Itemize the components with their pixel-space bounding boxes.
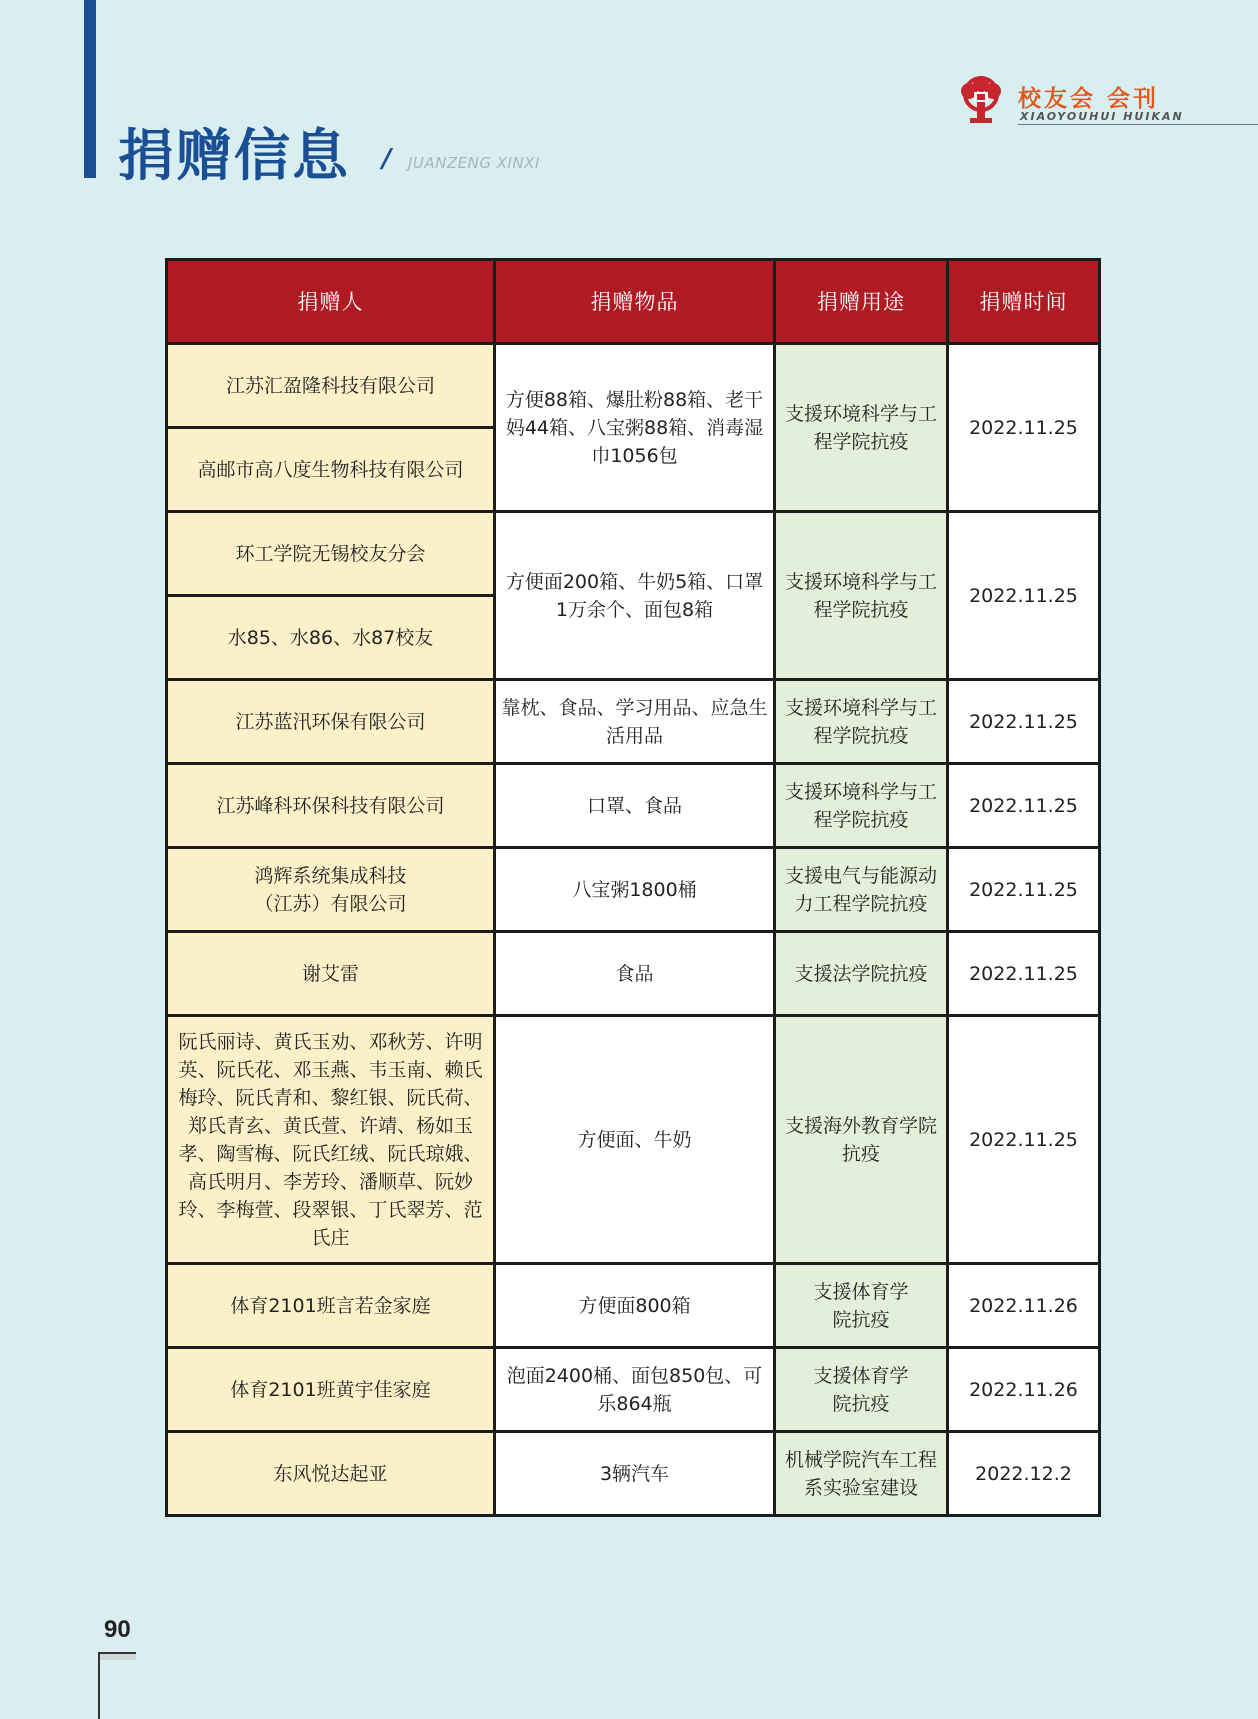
purpose-cell: 支援环境科学与工程学院抗疫 [775,344,948,512]
header-rule [1018,124,1258,125]
items-cell: 方便88箱、爆肚粉88箱、老干妈44箱、八宝粥88箱、消毒湿巾1056包 [495,344,775,512]
items-cell: 方便面、牛奶 [495,1016,775,1264]
column-header-date: 捐赠时间 [948,260,1100,344]
date-cell: 2022.11.25 [948,344,1100,512]
purpose-cell: 机械学院汽车工程系实验室建设 [775,1432,948,1516]
donor-cell: 鸿辉系统集成科技（江苏）有限公司 [167,848,495,932]
donor-cell: 高邮市高八度生物科技有限公司 [167,428,495,512]
items-cell: 3辆汽车 [495,1432,775,1516]
purpose-cell: 支援电气与能源动力工程学院抗疫 [775,848,948,932]
magazine-name: 校友会 会刊 [1018,85,1160,112]
date-cell: 2022.11.25 [948,848,1100,932]
items-cell: 方便面200箱、牛奶5箱、口罩1万余个、面包8箱 [495,512,775,680]
date-cell: 2022.11.26 [948,1264,1100,1348]
items-cell: 靠枕、食品、学习用品、应急生活用品 [495,680,775,764]
donor-cell: 环工学院无锡校友分会 [167,512,495,596]
items-cell: 方便面800箱 [495,1264,775,1348]
purpose-cell: 支援环境科学与工程学院抗疫 [775,764,948,848]
donor-cell: 江苏峰科环保科技有限公司 [167,764,495,848]
donor-cell: 体育2101班言若金家庭 [167,1264,495,1348]
table-row [167,1348,1100,1432]
table-row [167,680,1100,764]
donor-cell: 阮氏丽诗、黄氏玉劝、邓秋芳、许明英、阮氏花、邓玉燕、韦玉南、赖氏梅玲、阮氏青和、黎红银、阮氏荷、郑氏青玄、黄氏萱、许靖、杨如玉孝、陶雪梅、阮氏红绒、阮氏琼娥、高氏明月、李芳玲、潘顺草、阮妙玲、李梅萱、段翠银、丁氏翠芳、范氏庄 [167,1016,495,1264]
items-cell: 口罩、食品 [495,764,775,848]
table-row [167,932,1100,1016]
footer-corner-shade [100,1654,136,1660]
date-cell: 2022.11.26 [948,1348,1100,1432]
magazine-pinyin: XIAOYOUHUI HUIKAN [1020,110,1184,123]
column-header-items: 捐赠物品 [495,260,775,344]
footer-corner-horizontal [98,1652,136,1654]
purpose-cell: 支援环境科学与工程学院抗疫 [775,680,948,764]
donation-table [165,258,1101,1517]
date-cell: 2022.11.25 [948,512,1100,680]
page-title: 捐赠信息 [118,124,350,189]
date-cell: 2022.11.25 [948,680,1100,764]
purpose-cell: 支援体育学院抗疫 [775,1348,948,1432]
column-header-purpose: 捐赠用途 [775,260,948,344]
title-pinyin: JUANZENG XINXI [408,154,540,172]
donor-cell: 江苏汇盈隆科技有限公司 [167,344,495,428]
column-header-donor: 捐赠人 [167,260,495,344]
table-row [167,344,1100,428]
alumni-logo-icon [956,74,1006,126]
date-cell: 2022.11.25 [948,1016,1100,1264]
table-row [167,1264,1100,1348]
purpose-cell: 支援海外教育学院抗疫 [775,1016,948,1264]
footer-corner-vertical [98,1652,100,1719]
purpose-cell: 支援体育学院抗疫 [775,1264,948,1348]
items-cell: 泡面2400桶、面包850包、可乐864瓶 [495,1348,775,1432]
table-row [167,1016,1100,1264]
purpose-cell: 支援法学院抗疫 [775,932,948,1016]
title-accent-bar [84,0,96,178]
date-cell: 2022.12.2 [948,1432,1100,1516]
date-cell: 2022.11.25 [948,932,1100,1016]
donor-cell: 体育2101班黄宇佳家庭 [167,1348,495,1432]
date-cell: 2022.11.25 [948,764,1100,848]
purpose-cell: 支援环境科学与工程学院抗疫 [775,512,948,680]
items-cell: 食品 [495,932,775,1016]
donor-cell: 水85、水86、水87校友 [167,596,495,680]
donor-cell: 谢艾雷 [167,932,495,1016]
table-row [167,1432,1100,1516]
title-divider-slash: / [382,144,392,174]
items-cell: 八宝粥1800桶 [495,848,775,932]
table-row [167,848,1100,932]
donor-cell: 东风悦达起亚 [167,1432,495,1516]
donor-cell: 江苏蓝汛环保有限公司 [167,680,495,764]
table-row [167,764,1100,848]
page-number: 90 [104,1616,131,1643]
table-row [167,512,1100,596]
